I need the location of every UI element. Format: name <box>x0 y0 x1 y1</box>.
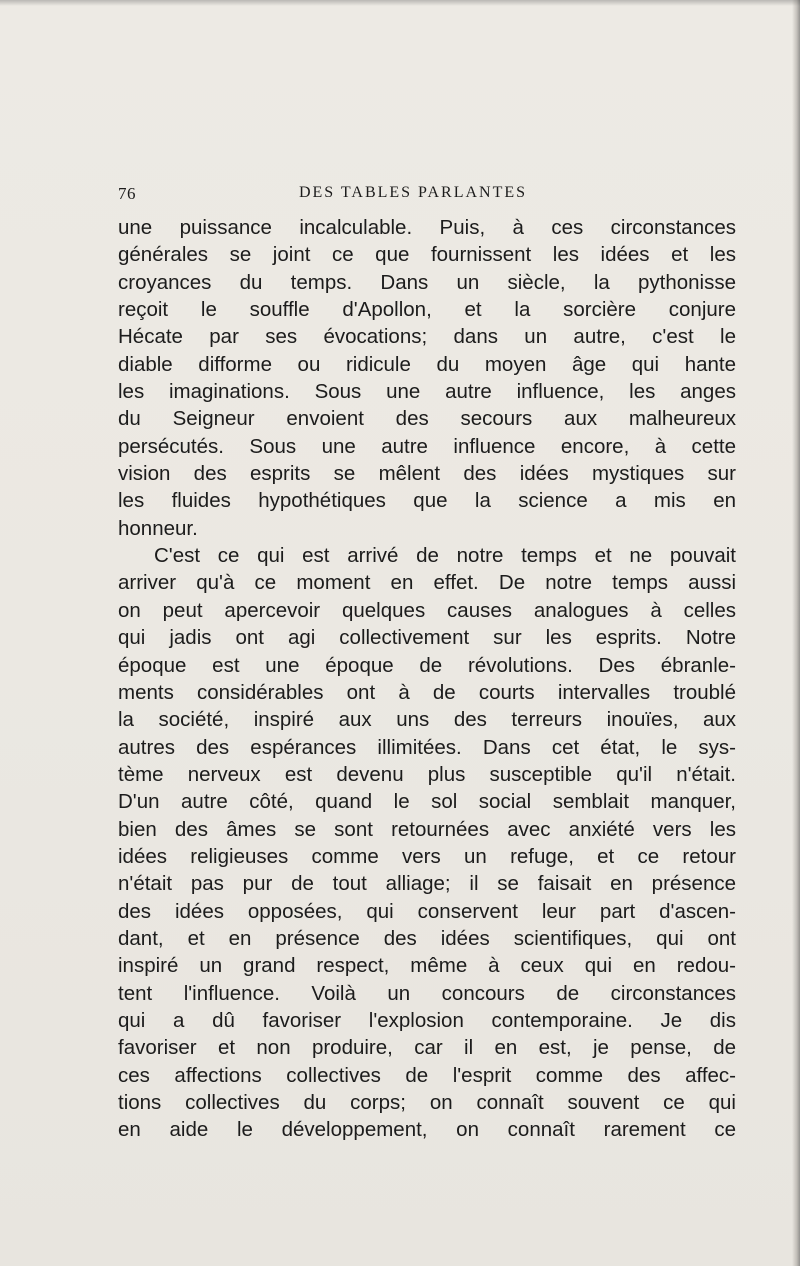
text-line: inspiré un grand respect, même à ceux qui en redou- <box>118 954 736 978</box>
text-line: idées religieuses comme vers un refuge, et ce retour <box>118 844 736 868</box>
text-line: du Seigneur envoient des secours aux malheureux <box>118 407 736 431</box>
text-line: dant, et en présence des idées scientifiques, qui ont <box>118 926 736 950</box>
page-header <box>118 184 708 206</box>
text-line: la société, inspiré aux uns des terreurs inouïes, aux <box>118 708 736 732</box>
text-line: honneur. <box>118 516 198 540</box>
body-text <box>118 214 736 1144</box>
text-line: D'un autre côté, quand le sol social semblait manquer, <box>118 790 736 814</box>
text-line: arriver qu'à ce moment en effet. De notre temps aussi <box>118 571 736 595</box>
page-right-edge <box>792 0 800 1266</box>
text-line: qui jadis ont agi collectivement sur les esprits. Notre <box>118 626 736 650</box>
text-line: une puissance incalculable. Puis, à ces circonstances <box>118 216 736 239</box>
text-line: persécutés. Sous une autre influence encore, à cette <box>118 434 736 458</box>
text-line: les fluides hypothétiques que la science a mis en <box>118 489 736 513</box>
text-line: bien des âmes se sont retournées avec anxiété vers les <box>118 817 736 841</box>
text-line: on peut apercevoir quelques causes analogues à celles <box>118 598 736 622</box>
text-line: diable difforme ou ridicule du moyen âge qui hante <box>118 352 736 376</box>
text-line: C'est ce qui est arrivé de notre temps et ne pouvait <box>154 544 736 568</box>
text-line: autres des espérances illimitées. Dans cet état, le sys- <box>118 735 736 759</box>
text-line: en aide le développement, on connaît rarement ce <box>118 1118 736 1142</box>
text-line: favoriser et non produire, car il en est, je pense, de <box>118 1036 736 1060</box>
text-line: tions collectives du corps; on connaît souvent ce qui <box>118 1091 736 1114</box>
text-line: reçoit le souffle d'Apollon, et la sorcière conjure <box>118 298 736 322</box>
text-line: tent l'influence. Voilà un concours de circonstances <box>118 981 736 1005</box>
page-top-shadow <box>0 0 800 6</box>
text-line: Hécate par ses évocations; dans un autre, c'est le <box>118 325 736 349</box>
text-line: qui a dû favoriser l'explosion contemporaine. Je dis <box>118 1008 736 1032</box>
text-line: des idées opposées, qui conservent leur part d'ascen- <box>118 899 736 923</box>
page-number: 76 <box>118 184 136 203</box>
text-line: croyances du temps. Dans un siècle, la pythonisse <box>118 270 736 294</box>
text-line: ces affections collectives de l'esprit comme des affec- <box>118 1063 736 1087</box>
text-line: n'était pas pur de tout alliage; il se faisait en présence <box>118 872 736 896</box>
running-title: DES TABLES PARLANTES <box>298 184 528 201</box>
text-line: les imaginations. Sous une autre influence, les anges <box>118 380 736 404</box>
text-line: tème nerveux est devenu plus susceptible qu'il n'était. <box>118 762 736 786</box>
text-line: générales se joint ce que fournissent les idées et les <box>118 243 736 267</box>
text-line: vision des esprits se mêlent des idées mystiques sur <box>118 462 736 486</box>
text-line: ments considérables ont à de courts intervalles troublé <box>118 680 736 704</box>
text-line: époque est une époque de révolutions. Des ébranle- <box>118 653 736 677</box>
